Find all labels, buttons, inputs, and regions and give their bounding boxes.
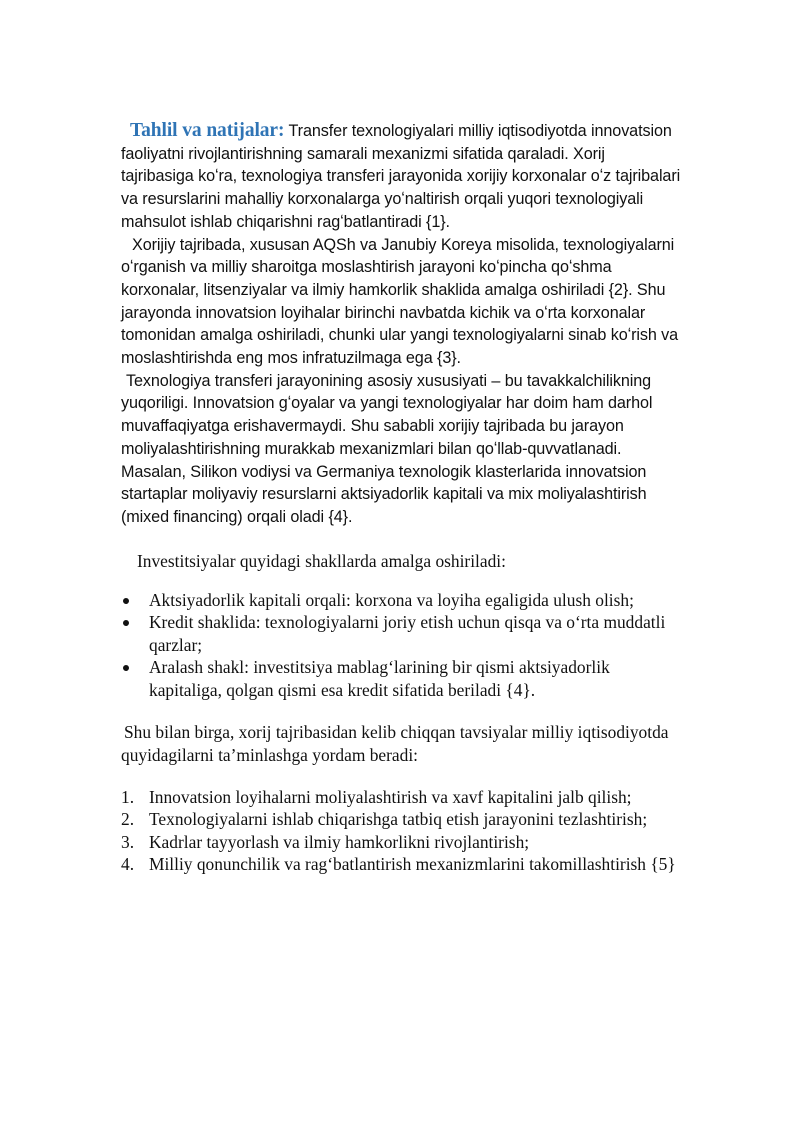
list-item: 1. Innovatsion loyihalarni moliyalashtirish va xavf kapitalini jalb qilish; — [121, 786, 632, 807]
bullet-icon — [123, 598, 129, 604]
list-item: 4. Milliy qonunchilik va ragʻbatlantirish mexanizmlarini takomillashtirish {5} — [121, 854, 676, 875]
bullet-list — [121, 589, 681, 701]
list-item: 3. Kadrlar tayyorlash va ilmiy hamkorlikni rivojlantirish; — [121, 831, 530, 852]
paragraph-investment-forms: Investitsiyalar quyidagi shakllarda amalga oshiriladi: — [137, 550, 506, 571]
list-item: Aralash shakl: investitsiya mablagʻlarining bir qismi aktsiyadorlik kapitaliga, qolgan qismi esa kredit sifatida beriladi {4}. — [121, 656, 681, 701]
list-number: 3. — [121, 831, 135, 852]
document-page — [121, 120, 681, 876]
section-heading: Tahlil va natijalar: — [130, 120, 285, 141]
list-number: 4. — [121, 854, 135, 875]
list-item: Kredit shaklida: texnologiyalarni joriy etish uchun qisqa va oʻrta muddatli qarzlar; — [121, 611, 681, 656]
list-number: 2. — [121, 809, 135, 830]
paragraph-intro-text: Transfer texnologiyalari milliy iqtisodiyotda innovatsion faoliyatni rivojlantirishning samarali mexanizmi sifatida qaraladi. Xorij tajribasiga koʻra, texnologiya transferi jarayonida xorijiy korxonalar oʻz tajribalari va resurslarini mahalliy korxonalarga yoʻnaltirish orqali yuqori texnologiyali mahsulot ishlab chiqarishni ragʻbatlantiradi {1}. — [121, 122, 681, 231]
paragraph-risk: Texnologiya transferi jarayonining asosiy xususiyati – bu tavakkalchilikning yuqoriligi. Innovatsion gʻoyalar va yangi texnologiyalar har doim ham darhol muvaffaqiyatga erishavermaydi. Shu sababli xorijiy tajribada bu jarayon moliyalashtirishning murakkab mexanizmlari bilan qoʻllab-quvvatlanadi. Masalan, Silikon vodiysi va Germaniya texnologik klasterlarida innovatsion startaplar moliyaviy resurslarni aktsiyadorlik kapitali va mix moliyalashtirish (mixed financing) orqali oladi {4}. — [121, 371, 653, 526]
list-item: Aktsiyadorlik kapitali orqali: korxona va loyiha egaligida ulush olish; — [121, 589, 681, 611]
numbered-list — [121, 786, 681, 876]
list-item: 2. Texnologiyalarni ishlab chiqarishga tatbiq etish jarayonini tezlashtirish; — [121, 809, 648, 830]
bullet-icon — [123, 665, 129, 671]
list-number: 1. — [121, 786, 135, 807]
paragraph-intro — [121, 120, 681, 234]
paragraph-recommendations: Shu bilan birga, xorij tajribasidan kelib chiqqan tavsiyalar milliy iqtisodiyotda quyidagilarni taʼminlashga yordam beradi: — [121, 722, 669, 765]
bullet-icon — [123, 620, 129, 626]
paragraph-foreign-experience: Xorijiy tajribada, xususan AQSh va Janubiy Koreya misolida, texnologiyalarni oʻrganish va milliy sharoitga moslashtirish jarayoni koʻpincha qoʻshma korxonalar, litsenziyalar va ilmiy hamkorlik shaklida amalga oshiriladi {2}. Shu jarayonda innovatsion loyihalar birinchi navbatda kichik va oʻrta korxonalar tomonidan amalga oshiriladi, chunki ular yangi texnologiyalarni sinab koʻrish va moslashtirishda eng mos infratuzilmaga ega {3}. — [121, 235, 679, 368]
